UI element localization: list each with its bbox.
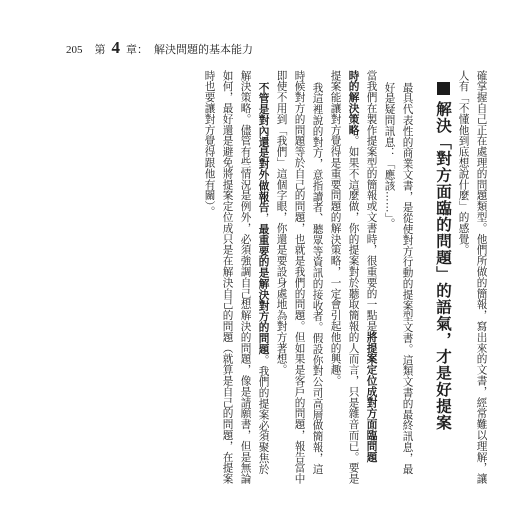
chapter-label: 第 [94, 43, 106, 56]
text-run: 如何，最好還是避免將提案定位成只是在解決自己的問題（就算是自己的問題，在提案 [221, 70, 234, 485]
text-column [312, 82, 323, 512]
text-run: 當我們在製作提案型的簡報或文書時，很重要的一點是 [365, 70, 378, 332]
text-column [402, 82, 413, 512]
chapter-title: 解決問題的基本能力 [154, 43, 253, 56]
text-run: 最具代表性的商業文書，是從使對方行動的提案型文書。這類文書的最終訊息，最 [401, 82, 414, 475]
bold-phrase: 將提案定位成對方面臨問題 [365, 331, 378, 463]
text-run: 。我們的提案必須聚焦於 [257, 354, 270, 475]
text-column [330, 70, 341, 500]
text-run: 即使不用到「我們」這個字眼，你還是要設身處地為對方著想。 [275, 70, 288, 376]
text-column [204, 70, 215, 500]
chapter-number: 4 [111, 38, 120, 57]
text-run: 確掌握自己正在處理的問題類型。他們所做的簡報，寫出來的文書，經常難以理解，讓 [475, 70, 488, 485]
text-run: ， [257, 212, 270, 224]
text-column [240, 70, 251, 500]
bold-phrase: 不管是對內還是對外做報告 [257, 82, 270, 213]
text-column [222, 70, 233, 500]
text-column [458, 70, 469, 500]
bold-phrase: 時的解決策略 [347, 70, 360, 136]
text-run: 我這裡說的對方，意指讀者、聽眾等資訊的接收者。假設你對公司高層做簡報，這 [311, 82, 324, 475]
page-number: 205 [66, 44, 83, 56]
text-column [258, 82, 269, 512]
text-column [384, 82, 395, 512]
text-run: 時候對方的問題等於自己的問題，也就是我們的問題。但如果是客戶的問題，報告當中 [293, 70, 306, 485]
section-heading [432, 82, 454, 492]
text-column [366, 70, 377, 500]
text-column [294, 70, 305, 500]
text-run: 提案能讓對方覺得是重要問題的解決策略，一定會引起他的興趣。 [329, 70, 342, 387]
text-column [476, 70, 487, 500]
text-run: 。如果不這麼做，你的提案對於聽取簡報的人而言，只是雜音而已。要是 [347, 135, 360, 485]
heading-text: 解決「對方面臨的問題」的語氣，才是好提案 [434, 101, 453, 431]
text-run: 解決策略。儘管有些情況是例外，必須強調自己想解決的問題，像是請願書，但是無論 [239, 70, 252, 485]
text-column [348, 70, 359, 500]
text-run: 好是疑問訊息：「應該……」。 [383, 82, 396, 230]
page-header [66, 38, 253, 58]
text-run: 時也要讓對方覺得跟他有關）。 [203, 70, 216, 218]
text-run: 人有「不懂他到底想說什麼」的感覺。 [457, 70, 470, 256]
heading-square-icon [437, 82, 450, 95]
chapter-suffix: 章： [126, 43, 148, 56]
bold-phrase: 最重要的是解決對方的問題 [257, 223, 270, 355]
text-column [276, 70, 287, 500]
